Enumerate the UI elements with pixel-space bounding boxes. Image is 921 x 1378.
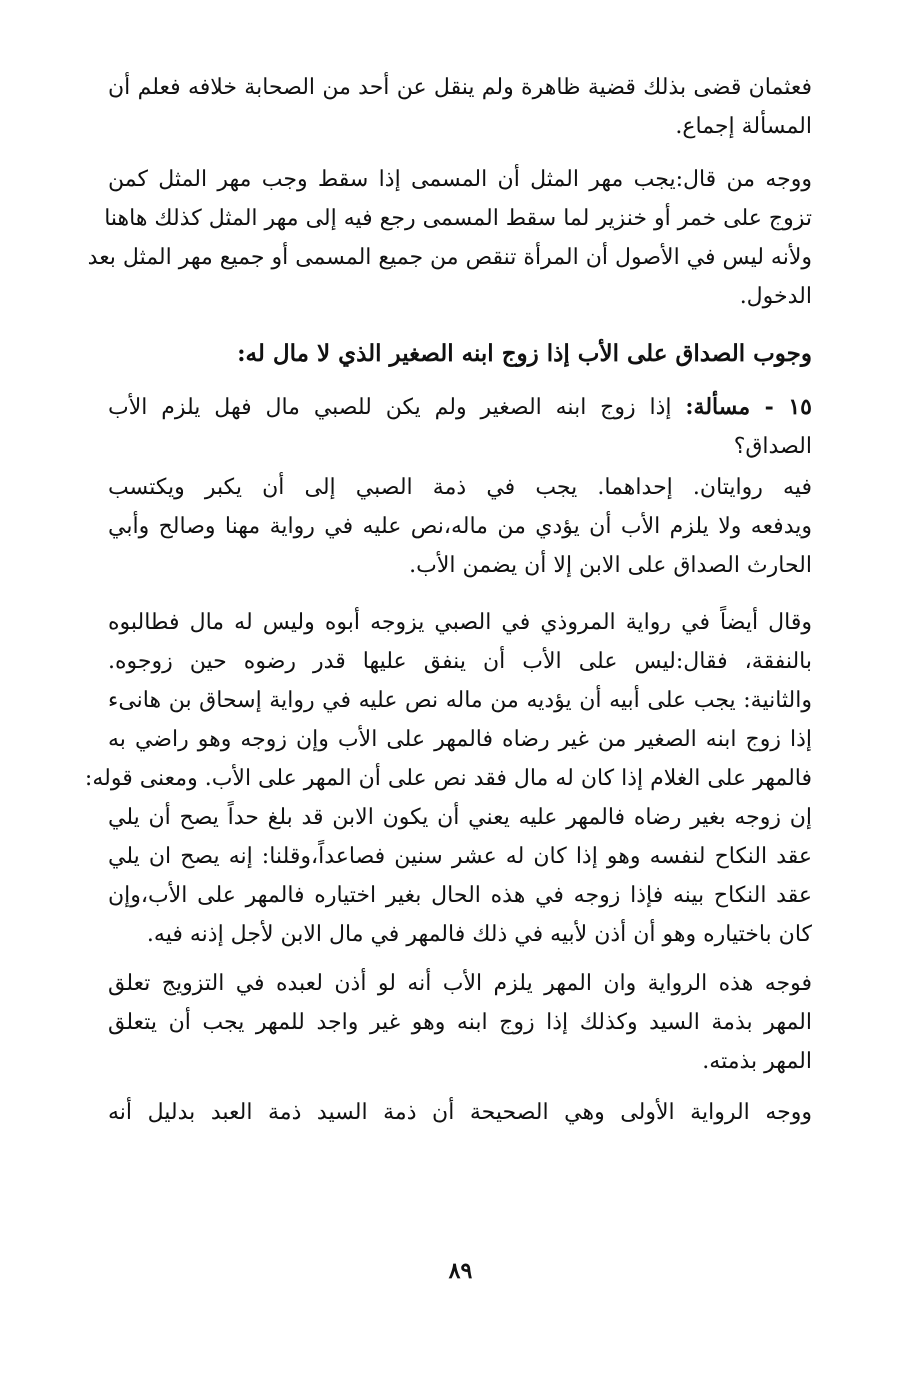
text-line: عقد النكاح لنفسه وهو إذا كان له عشر سنين فصاعداً،وقلنا: إنه يصح ان يلي bbox=[108, 844, 812, 869]
text-line bbox=[108, 388, 812, 427]
text-line: المهر بذمة السيد وكذلك إذا زوج ابنه وهو غير واجد للمهر يجب أن يتعلق bbox=[108, 1010, 812, 1035]
text-line: الحارث الصداق على الابن إلا أن يضمن الأب. bbox=[409, 553, 812, 578]
paragraph bbox=[87, 160, 812, 316]
text-line: فيه روايتان. إحداهما. يجب في ذمة الصبي إلى أن يكبر ويكتسب bbox=[108, 475, 812, 500]
text-line: عقد النكاح بينه فإذا زوجه في هذه الحال بغير اختياره فالمهر على الأب،وإن bbox=[108, 883, 812, 908]
paragraph bbox=[108, 388, 812, 466]
paragraph bbox=[108, 68, 812, 146]
paragraph bbox=[108, 964, 812, 1081]
issue-number: ١٥ - مسألة: bbox=[685, 394, 812, 420]
text-line: إذا زوج ابنه الصغير من غير رضاه فالمهر على الأب وإن زوجه وهو راضي به bbox=[108, 727, 812, 752]
text-line: المهر بذمته. bbox=[702, 1049, 812, 1074]
text-line: فوجه هذه الرواية وان المهر يلزم الأب أنه لو أذن لعبده في التزويج تعلق bbox=[108, 971, 812, 996]
text-line: وقال أيضاً في رواية المروذي في الصبي يزوجه أبوه وليس له مال فطالبوه bbox=[108, 610, 812, 635]
text-line: ووجه الرواية الأولى وهي الصحيحة أن ذمة السيد ذمة العبد بدليل أنه bbox=[108, 1100, 812, 1125]
page-body bbox=[84, 68, 813, 1132]
paragraph bbox=[108, 1093, 812, 1132]
text-line: الدخول. bbox=[739, 284, 812, 309]
text-span: إذا زوج ابنه الصغير ولم يكن للصبي مال فهل يلزم الأب bbox=[108, 395, 672, 420]
text-line: ولأنه ليس في الأصول أن المرأة تنقص من جميع المسمى أو جميع مهر المثل بعد bbox=[87, 245, 812, 270]
text-line: والثانية: يجب على أبيه أن يؤديه من ماله نص عليه في رواية إسحاق بن هانىء bbox=[108, 688, 812, 713]
paragraph bbox=[108, 468, 812, 585]
text-line: كان باختياره وهو أن أذن لأبيه في ذلك فالمهر في مال الابن لأجل إذنه فيه. bbox=[146, 922, 812, 947]
text-line: إن زوجه بغير رضاه فالمهر عليه يعني أن يكون الابن قد بلغ حداً يصح أن يلي bbox=[108, 805, 812, 830]
section-heading: وجوب الصداق على الأب إذا زوج ابنه الصغير الذي لا مال له: bbox=[237, 340, 812, 367]
text-line: فعثمان قضى بذلك قضية ظاهرة ولم ينقل عن أحد من الصحابة خلافه فعلم أن bbox=[108, 75, 813, 100]
text-line: فالمهر على الغلام إذا كان له مال فقد نص على أن المهر على الأب. ومعنى قوله: bbox=[84, 766, 812, 791]
text-line: ويدفعه ولا يلزم الأب أن يؤدي من ماله،نص عليه في رواية مهنا وصالح وأبي bbox=[108, 514, 812, 539]
paragraph bbox=[84, 603, 812, 954]
text-line: ووجه من قال:يجب مهر المثل أن المسمى إذا سقط وجب مهر المثل كمن bbox=[108, 167, 812, 192]
text-line: بالنفقة، فقال:ليس على الأب أن ينفق عليها قدر رضوه حين زوجوه. bbox=[108, 649, 812, 674]
text-line: المسألة إجماع. bbox=[675, 114, 812, 139]
page-number: ٨٩ bbox=[448, 1258, 473, 1284]
text-line: الصداق؟ bbox=[733, 434, 812, 459]
text-line: تزوج على خمر أو خنزير لما سقط المسمى رجع فيه إلى مهر المثل كذلك هاهنا bbox=[104, 206, 812, 231]
